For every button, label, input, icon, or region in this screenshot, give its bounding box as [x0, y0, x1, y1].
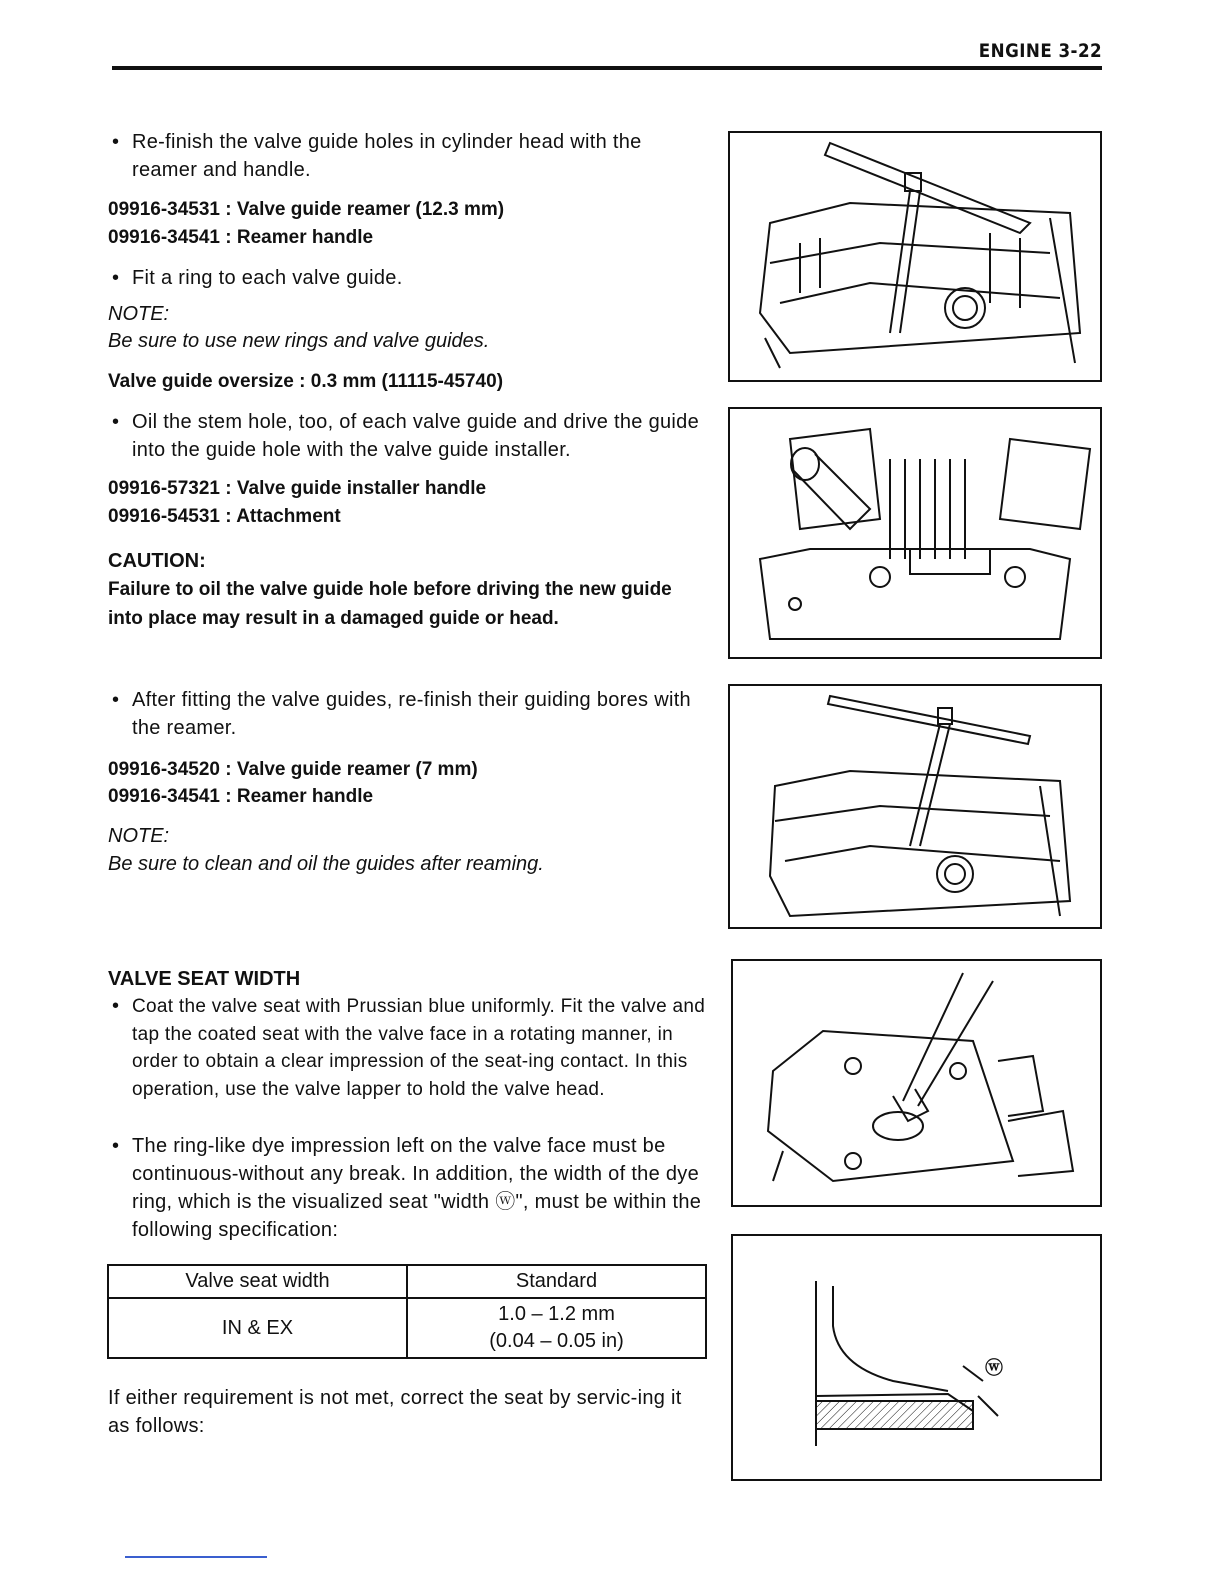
tool-code: 09916-34541 — [108, 786, 220, 807]
bullet-dot: • — [112, 411, 120, 433]
installer-illustration — [730, 409, 1100, 657]
tool-name: Reamer handle — [236, 227, 374, 248]
tool-line: 09916-57321 : Valve guide installer handle — [108, 478, 487, 499]
width-symbol-label: ⓦ — [985, 1358, 1003, 1379]
tool-name: Attachment — [236, 506, 341, 527]
header-rule — [112, 66, 1102, 70]
bullet-text: Oil the stem hole, too, of each valve guide and drive the guide into the guide hole with the valve guide installer. — [132, 411, 700, 461]
tool-name: Valve guide reamer (12.3 mm) — [236, 199, 505, 220]
bullet-text: Fit a ring to each valve guide. — [132, 267, 403, 289]
value-mm: 1.0 – 1.2 mm — [498, 1303, 615, 1325]
figure-reamer-cylinder-head — [728, 131, 1102, 382]
tool-name: Reamer handle — [236, 786, 374, 807]
bullet-refinish-bores — [112, 686, 712, 742]
reamer-bore-illustration — [730, 686, 1100, 927]
note-text: Be sure to clean and oil the guides after reaming. — [108, 853, 544, 875]
tool-line: 09916-34531 : Valve guide reamer (12.3 mm) — [108, 199, 505, 220]
seat-width-diagram — [733, 1236, 1100, 1479]
table-row — [108, 1298, 706, 1358]
note-label: NOTE: — [108, 303, 170, 325]
table-header-cell: Standard — [407, 1265, 706, 1298]
valve-seat-width-table — [107, 1264, 707, 1359]
tool-code: 09916-34541 — [108, 227, 220, 248]
bullet-coat-valve-seat — [112, 993, 712, 1103]
tool-code: 09916-54531 — [108, 506, 220, 527]
tool-code: 09916-57321 — [108, 478, 220, 499]
bullet-dot: • — [112, 267, 120, 289]
figure-seat-width-diagram — [731, 1234, 1102, 1481]
bullet-dot: • — [112, 131, 120, 153]
bullet-dot: • — [112, 1135, 120, 1157]
bullet-dot: • — [112, 689, 120, 711]
page-header-title: ENGINE 3-22 — [978, 40, 1102, 62]
figure-valve-guide-installer — [728, 407, 1102, 659]
valve-lapper-illustration — [733, 961, 1100, 1205]
tool-code: 09916-34531 — [108, 199, 220, 220]
bullet-fit-ring — [112, 264, 712, 292]
bullet-text: The ring-like dye impression left on the valve face must be continuous-without any break. In addition, the width of the dye ring, which is the visualized seat "width ⓦ", must be within the following specification: — [132, 1135, 702, 1241]
note-label: NOTE: — [108, 825, 170, 847]
caution-text: Failure to oil the valve guide hole before driving the new guide into place may result in a damaged guide or head. — [108, 579, 672, 629]
closing-paragraph: If either requirement is not met, correct the seat by servic-ing it as follows: — [108, 1387, 682, 1437]
tool-name: Valve guide reamer (7 mm) — [236, 759, 478, 780]
bullet-text: Coat the valve seat with Prussian blue uniformly. Fit the valve and tap the coated seat with the valve face in a rotating manner, in order to obtain a clear impression of the seat-ing contact. In this operation, use the valve lapper to hold the valve head. — [132, 996, 706, 1100]
tool-line: 09916-34520 : Valve guide reamer (7 mm) — [108, 759, 478, 780]
reamer-illustration — [730, 133, 1100, 380]
valve-guide-oversize: Valve guide oversize : 0.3 mm (11115-45740) — [108, 371, 504, 392]
bullet-oil-stem-hole — [112, 408, 712, 464]
tool-line: 09916-34541 : Reamer handle — [108, 227, 374, 248]
bullet-refinish-guide-holes — [112, 128, 712, 184]
table-cell-value — [407, 1298, 706, 1358]
tool-line: 09916-34541 : Reamer handle — [108, 786, 374, 807]
tool-code: 09916-34520 — [108, 759, 220, 780]
figure-valve-lapper — [731, 959, 1102, 1207]
section-heading-valve-seat-width: VALVE SEAT WIDTH — [108, 968, 301, 990]
tool-name: Valve guide installer handle — [236, 478, 487, 499]
bullet-text: After fitting the valve guides, re-finish their guiding bores with the reamer. — [132, 689, 691, 739]
table-header-row — [108, 1265, 706, 1298]
value-in: (0.04 – 0.05 in) — [489, 1330, 624, 1352]
table-cell-label: IN & EX — [108, 1298, 407, 1358]
tool-line: 09916-54531 : Attachment — [108, 506, 341, 527]
note-text: Be sure to use new rings and valve guides. — [108, 330, 490, 352]
table-header-cell: Valve seat width — [108, 1265, 407, 1298]
footer-link-underline — [125, 1556, 267, 1558]
figure-reamer-bores — [728, 684, 1102, 929]
bullet-dye-impression — [112, 1132, 712, 1244]
bullet-text: Re-finish the valve guide holes in cylinder head with the reamer and handle. — [132, 131, 642, 181]
caution-label: CAUTION: — [108, 550, 206, 572]
bullet-dot: • — [112, 995, 120, 1017]
